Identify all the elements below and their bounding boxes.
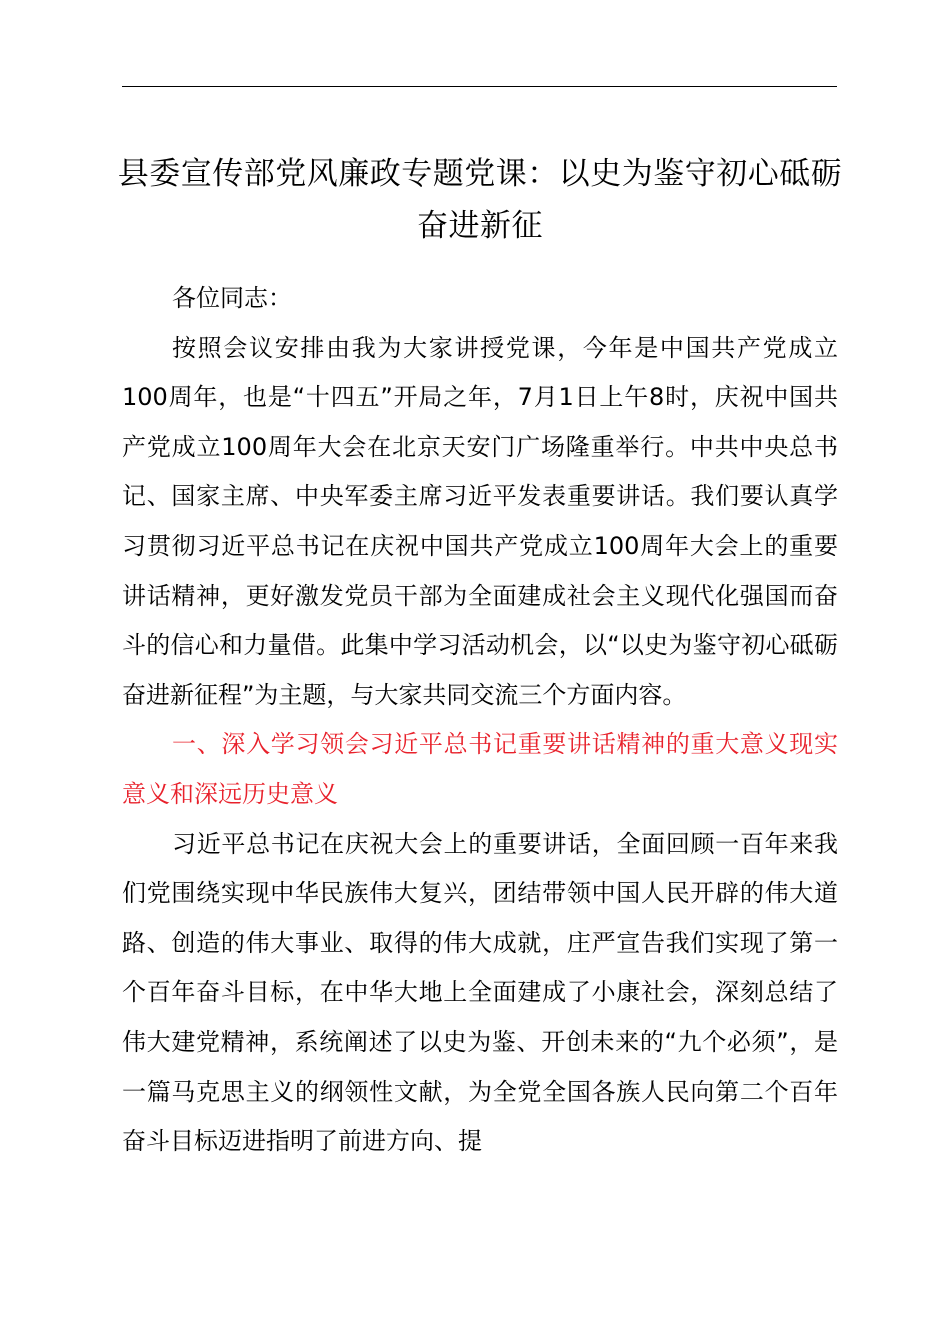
document-title: 县委宣传部党风廉政专题党课：以史为鉴守初心砥砺奋进新征 (117, 156, 843, 244)
intro-paragraph: 按照会议安排由我为大家讲授党课，今年是中国共产党成立100周年，也是“十四五”开局之年，7月1日上午8时，庆祝中国共产党成立100周年大会在北京天安门广场隆重举行。中共中央总书记、国家主席、中央军委主席习近平发表重要讲话。我们要认真学习贯彻习近平总书记在庆祝中国共产党成立100周年大会上的重要讲话精神，更好激发党员干部为全面建成社会主义现代化强国而奋斗的信心和力量借。此集中学习活动机会，以“以史为鉴守初心砥砺奋进新征程”为主题，与大家共同交流三个方面内容。 (122, 333, 838, 709)
salutation: 各位同志： (172, 284, 292, 312)
document-body (122, 274, 838, 1167)
section-paragraph: 习近平总书记在庆祝大会上的重要讲话，全面回顾一百年来我们党围绕实现中华民族伟大复兴，团结带领中国人民开辟的伟大道路、创造的伟大事业、取得的伟大成就，庄严宣告我们实现了第一个百年奋斗目标，在中华大地上全面建成了小康社会，深刻总结了伟大建党精神，系统阐述了以史为鉴、开创未来的“九个必须”，是一篇马克思主义的纲领性文献，为全党全国各族人民向第二个百年奋斗目标迈进指明了前进方向、提 (122, 829, 838, 1156)
section-heading: 一、深入学习领会习近平总书记重要讲话精神的重大意义现实意义和深远历史意义 (122, 730, 838, 808)
header-rule (122, 86, 837, 87)
